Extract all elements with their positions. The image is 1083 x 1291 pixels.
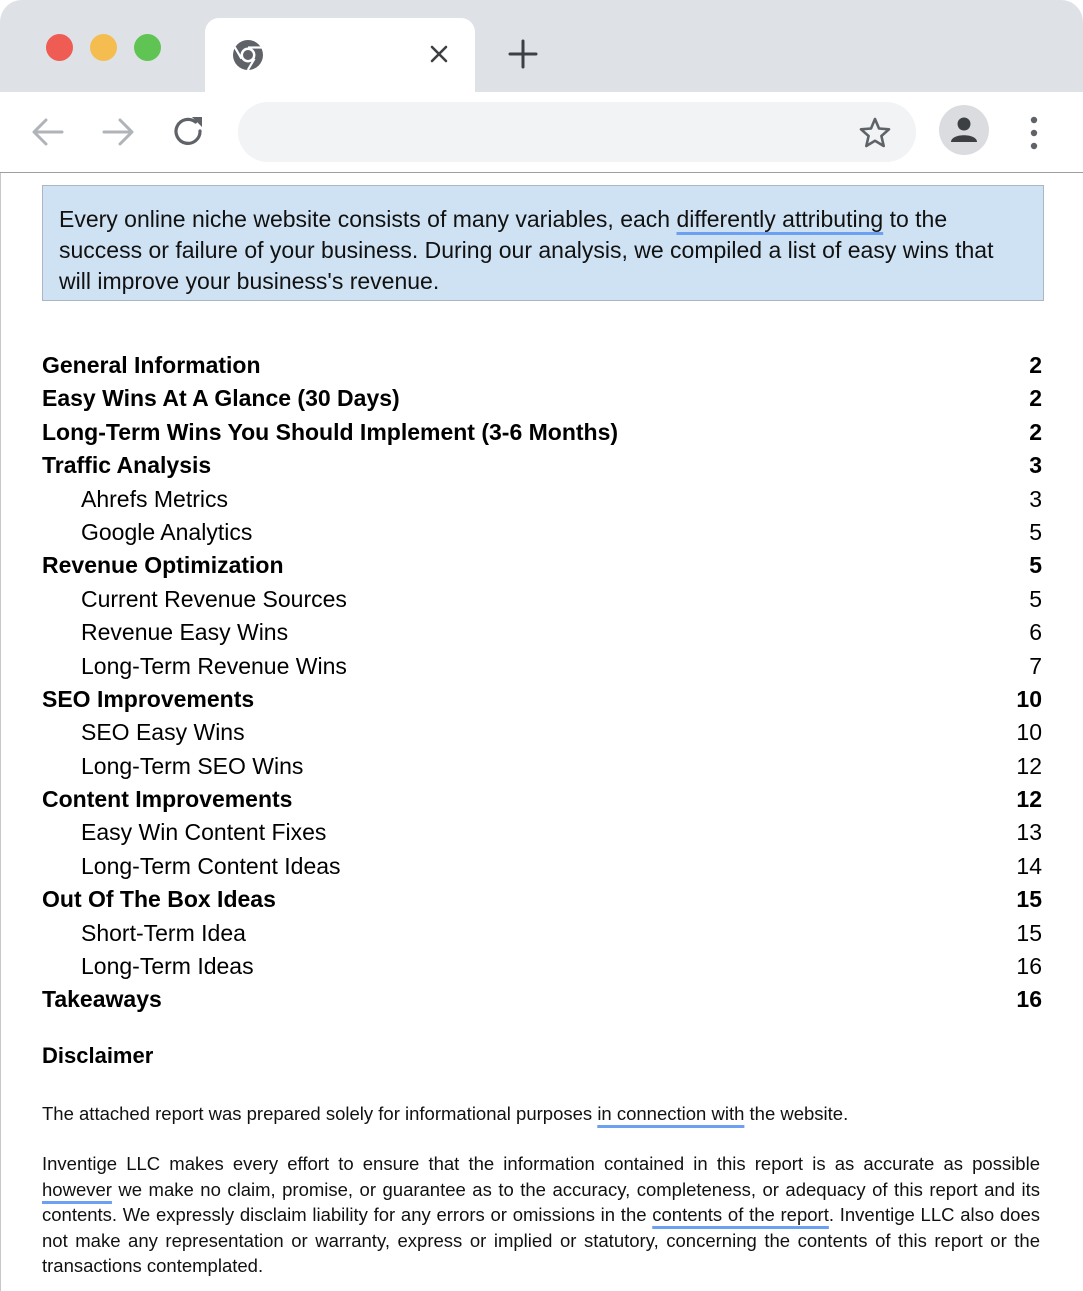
- grammar-suggestion[interactable]: in connection with: [597, 1103, 745, 1124]
- toc-entry[interactable]: [42, 382, 1042, 415]
- toc-entry-page-number: 2: [1029, 418, 1042, 445]
- toc-entry-label: Takeaways: [42, 986, 162, 1013]
- toc-entry-page-number: 2: [1029, 352, 1042, 378]
- toc-entry-label: Traffic Analysis: [42, 452, 212, 479]
- toc-entry-page-number: 10: [1016, 719, 1042, 746]
- toc-entry[interactable]: [42, 750, 1042, 783]
- disclaimer-heading: Disclaimer: [42, 1043, 154, 1068]
- grammar-suggestion[interactable]: differently attributing: [676, 206, 884, 232]
- toc-entry-label: Content Improvements: [42, 786, 293, 813]
- toc-entry-label: Long-Term Content Ideas: [81, 852, 341, 879]
- toc-entry-page-number: 7: [1029, 652, 1042, 679]
- toc-entry-label: Google Analytics: [81, 518, 253, 545]
- toc-entry-page-number: 12: [1016, 786, 1042, 813]
- page-edge: [0, 173, 1, 1291]
- toc-entry-label: Ahrefs Metrics: [81, 485, 228, 512]
- close-window-button[interactable]: [46, 34, 73, 61]
- toc-entry[interactable]: [42, 416, 1042, 449]
- toc-entry[interactable]: [42, 616, 1042, 649]
- toc-entry-page-number: 16: [1016, 953, 1042, 980]
- profile-icon: [950, 115, 978, 143]
- toc-entry-label: Long-Term Revenue Wins: [81, 652, 347, 679]
- browser-toolbar: [0, 92, 1083, 173]
- close-icon[interactable]: [425, 40, 453, 68]
- toc-entry-page-number: 5: [1029, 518, 1042, 545]
- toc-entry-page-number: 3: [1029, 452, 1042, 479]
- reload-icon[interactable]: [171, 114, 207, 150]
- intro-text: to the success or failure of your business. During our analysis, we compiled a list of easy wins that will improve your business's revenue.: [59, 206, 994, 294]
- toc-entry-label: Easy Wins At A Glance (30 Days): [42, 385, 400, 412]
- toc-entry-label: SEO Improvements: [42, 685, 255, 712]
- minimize-window-button[interactable]: [90, 34, 117, 61]
- profile-button[interactable]: [939, 105, 989, 155]
- toc-entry-label: Easy Win Content Fixes: [81, 819, 327, 846]
- intro-callout: [42, 185, 1044, 301]
- back-arrow-icon[interactable]: [30, 114, 66, 150]
- toc-entry-page-number: 2: [1029, 385, 1042, 412]
- forward-arrow-icon[interactable]: [100, 114, 136, 150]
- toc-entry-page-number: 5: [1029, 552, 1042, 579]
- toc-entry-label: SEO Easy Wins: [81, 719, 245, 746]
- address-bar[interactable]: [238, 102, 916, 162]
- chrome-icon: [231, 38, 265, 72]
- disclaimer-text: we make no claim, promise, or guarantee as to the accuracy, completeness, or adequacy of this report and its contents. We expressly disclaim liability for any errors or omissions in the: [42, 1178, 1040, 1225]
- toc-entry-page-number: 6: [1029, 619, 1042, 646]
- toc-entry-label: Long-Term SEO Wins: [81, 752, 304, 779]
- plus-icon[interactable]: [507, 38, 539, 70]
- intro-text: Every online niche website consists of many variables, each: [59, 206, 677, 232]
- toc-entry-label: Revenue Optimization: [42, 552, 284, 579]
- toc-entry[interactable]: [42, 483, 1042, 516]
- toc-entry-label: Out Of The Box Ideas: [42, 886, 276, 913]
- disclaimer-text: Inventige LLC makes every effort to ensure that the information contained in this report is as accurate as possible: [42, 1153, 1040, 1174]
- toc-entry[interactable]: [42, 983, 1042, 1016]
- toc-entry-label: Long-Term Wins You Should Implement (3-6 Months): [42, 418, 619, 445]
- toc-entry[interactable]: [42, 683, 1042, 716]
- grammar-suggestion[interactable]: contents of the report: [652, 1204, 829, 1225]
- toc-entry[interactable]: [42, 449, 1042, 482]
- document-page: [0, 173, 1083, 1291]
- toc-entry[interactable]: [42, 950, 1042, 983]
- toc-entry[interactable]: [42, 516, 1042, 549]
- toc-entry[interactable]: [42, 583, 1042, 616]
- toc-entry-page-number: 12: [1016, 752, 1042, 779]
- disclaimer-paragraph: [42, 1101, 1040, 1127]
- tab-strip: [0, 0, 1083, 92]
- toc-entry[interactable]: [42, 917, 1042, 950]
- toc-entry-page-number: 10: [1016, 685, 1042, 712]
- disclaimer-text: . Inventige LLC also does not make any representation or warranty, express or implied or statutory, concerning the contents of this report or the transactions contemplated.: [42, 1204, 1040, 1276]
- toc-entry[interactable]: [42, 349, 1042, 382]
- toc-entry[interactable]: [42, 850, 1042, 883]
- toc-entry-label: Short-Term Idea: [81, 919, 246, 946]
- toc-entry-page-number: 5: [1029, 585, 1042, 612]
- toc-entry-page-number: 3: [1029, 485, 1042, 512]
- toc-entry[interactable]: [42, 883, 1042, 916]
- browser-tab[interactable]: [205, 18, 475, 92]
- toc-entry[interactable]: [42, 816, 1042, 849]
- toc-entry-label: Current Revenue Sources: [81, 585, 347, 612]
- toc-entry[interactable]: [42, 549, 1042, 582]
- toc-entry-page-number: 16: [1016, 986, 1042, 1013]
- more-vert-icon[interactable]: [1020, 114, 1048, 152]
- toc-entry-page-number: 15: [1016, 919, 1042, 946]
- toc-entry-label: Long-Term Ideas: [81, 953, 254, 980]
- toc-entry-page-number: 14: [1016, 852, 1042, 879]
- maximize-window-button[interactable]: [134, 34, 161, 61]
- table-of-contents: [42, 349, 1042, 1017]
- grammar-suggestion[interactable]: however: [42, 1178, 112, 1200]
- star-icon[interactable]: [858, 116, 892, 150]
- disclaimer-paragraph: [42, 1151, 1040, 1279]
- toc-entry[interactable]: [42, 783, 1042, 816]
- toc-entry-label: General Information: [42, 352, 261, 378]
- address-input[interactable]: [262, 116, 846, 150]
- toc-entry-page-number: 15: [1016, 886, 1042, 913]
- toc-entry-page-number: 13: [1016, 819, 1042, 846]
- toc-entry[interactable]: [42, 716, 1042, 749]
- disclaimer-text: The attached report was prepared solely for informational purposes: [42, 1103, 598, 1124]
- toc-entry[interactable]: [42, 650, 1042, 683]
- disclaimer-text: the website.: [744, 1103, 849, 1124]
- toc-entry-label: Revenue Easy Wins: [81, 619, 289, 646]
